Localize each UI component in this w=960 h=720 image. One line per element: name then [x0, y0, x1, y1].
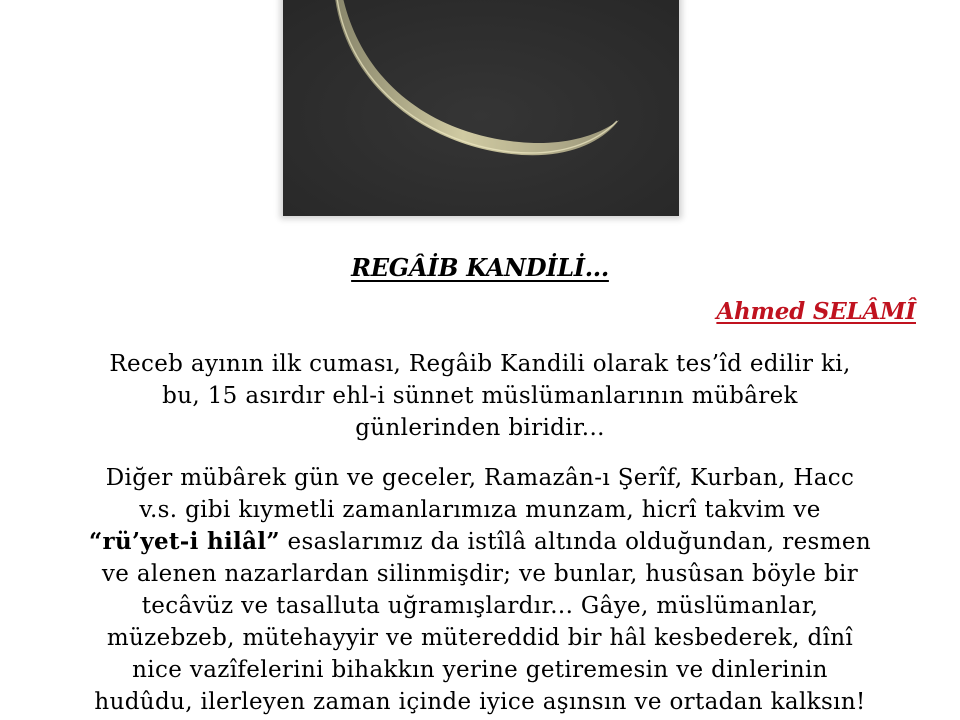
paragraph-1	[0, 348, 960, 444]
paragraph-1-line-1: Receb ayının ilk cuması, Regâib Kandili olarak tes’îd edilir ki,	[109, 351, 851, 377]
crescent-moon-photo	[283, 0, 679, 216]
paragraph-2-line-2: v.s. gibi kıymetli zamanlarımıza munzam, hicrî takvim ve	[139, 497, 821, 523]
paragraph-1-line-2: bu, 15 asırdır ehl-i sünnet müslümanlarının mübârek	[162, 383, 798, 409]
paragraph-2-line-7: nice vazîfelerini bihakkın yerine getiremesin ve dinlerinin	[132, 657, 828, 683]
paragraph-2	[0, 462, 960, 718]
paragraph-2-line-1: Diğer mübârek gün ve geceler, Ramazân-ı Şerîf, Kurban, Hacc	[105, 465, 855, 491]
paragraph-2-line-8: hudûdu, ilerleyen zaman içinde iyice aşınsın ve ortadan kalksın!	[94, 689, 866, 715]
paragraph-2-line-6: müzebzeb, mütehayyir ve mütereddid bir hâl kesbederek, dînî	[106, 625, 854, 651]
paragraph-1-line-3: günlerinden biridir...	[355, 415, 605, 441]
paragraph-2-line-3	[0, 526, 960, 558]
paragraph-2-line-5: tecâvüz ve tasalluta uğramışlardır... Gâye, müslümanlar,	[141, 593, 819, 619]
paragraph-2-line-3-rest: esaslarımız da istîlâ altında olduğundan, resmen	[279, 529, 871, 555]
paragraph-2-line-4: ve alenen nazarlardan silinmişdir; ve bunlar, husûsan böyle bir	[101, 561, 859, 587]
crescent-moon-image	[283, 0, 679, 216]
ruyet-i-hilal-term: “rü’yet-i hilâl”	[89, 528, 280, 555]
article-title: REGÂİB KANDİLİ...	[351, 253, 609, 282]
article-author: Ahmed SELÂMÎ	[716, 298, 916, 325]
